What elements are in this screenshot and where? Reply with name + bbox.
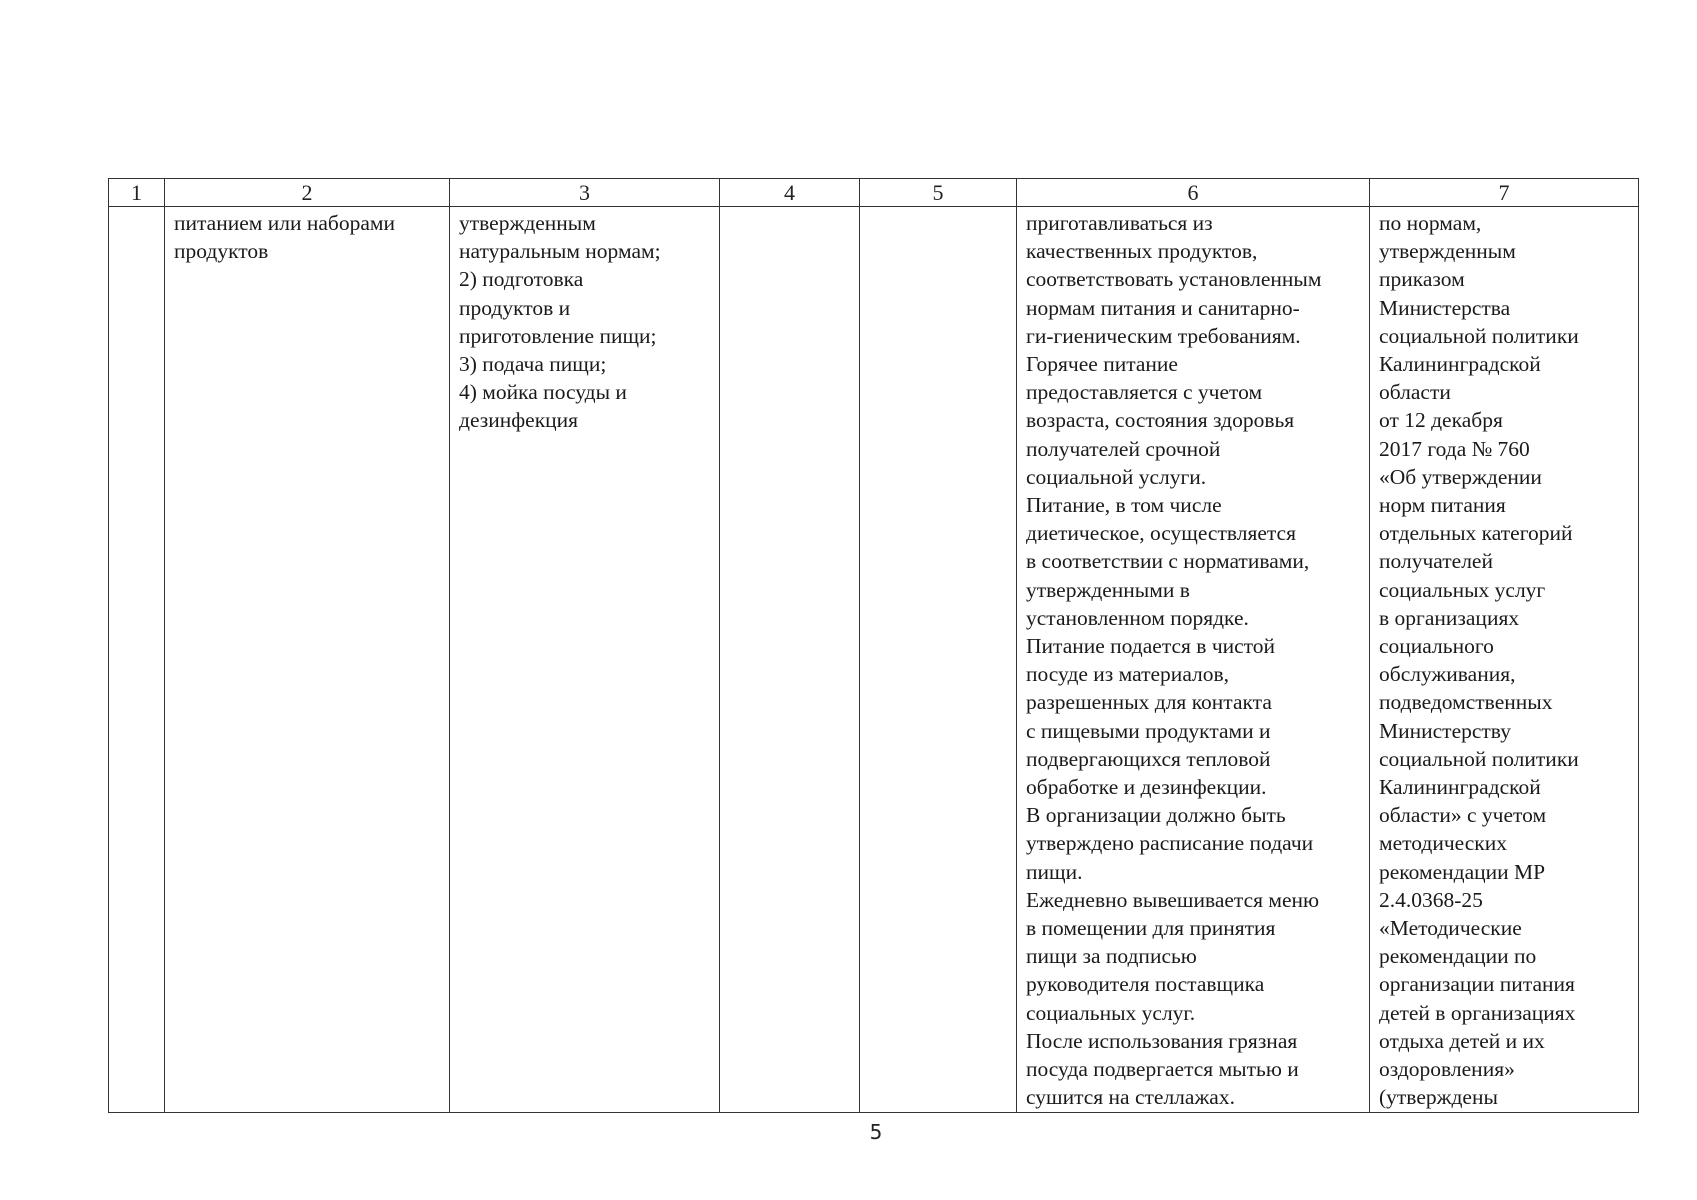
cell-text-line: получателей срочной <box>1026 436 1221 461</box>
cell-text-line: обработке и дезинфекции. <box>1026 775 1267 800</box>
cell-text-line: норм питания <box>1379 493 1506 518</box>
page-number: 5 <box>869 1120 883 1144</box>
cell-text-line: утвержденными в <box>1026 577 1190 602</box>
cell-text-line: продуктов <box>174 239 269 264</box>
cell-text-line: Министерства <box>1379 295 1511 320</box>
cell-text-line: от 12 декабря <box>1379 408 1503 433</box>
cell-text-line: отдельных категорий <box>1379 521 1573 546</box>
cell-text-line: ги-гиеническим требованиям. <box>1026 323 1301 348</box>
cell-text-line: установленном порядке. <box>1026 605 1249 630</box>
cell-text-line: рекомендации МР <box>1379 859 1546 884</box>
cell-text-line: продуктов и <box>459 295 571 320</box>
cell-text-line: подвергающихся тепловой <box>1026 746 1271 771</box>
column-header-7: 7 <box>1370 179 1639 207</box>
cell-text-line: приказом <box>1379 267 1465 292</box>
cell-text-line: дезинфекция <box>459 408 579 433</box>
cell-text-line: 2.4.0368-25 <box>1379 887 1483 912</box>
cell-text-line: в помещении для принятия <box>1026 916 1276 941</box>
cell-text-line: пищи за подписью <box>1026 944 1197 969</box>
cell-text-line: Питание подается в чистой <box>1026 634 1276 659</box>
cell-text-line: области» с учетом <box>1379 803 1547 828</box>
cell-text-line: с пищевыми продуктами и <box>1026 718 1271 743</box>
cell-text-line: предоставляется с учетом <box>1026 380 1263 405</box>
cell-text-line: утвержденным <box>1379 239 1516 264</box>
cell-text-line: питанием или наборами <box>174 211 396 235</box>
cell-text-line: утверждено расписание подачи <box>1026 831 1314 856</box>
cell-text-line: в соответствии с нормативами, <box>1026 549 1310 574</box>
cell-text-line: организации питания <box>1379 972 1575 997</box>
cell-text-line: В организации должно быть <box>1026 803 1286 828</box>
cell-column-4 <box>720 207 860 1113</box>
cell-text-line: 3) подача пищи; <box>459 352 607 377</box>
column-header-3: 3 <box>450 179 720 207</box>
column-header-4: 4 <box>720 179 860 207</box>
cell-text-line: обслуживания, <box>1379 662 1516 687</box>
column-header-5: 5 <box>860 179 1017 207</box>
cell-text-line: отдыха детей и их <box>1379 1028 1545 1053</box>
cell-service-content <box>450 207 720 1113</box>
column-header-6: 6 <box>1017 179 1370 207</box>
cell-text-line: Калининградской <box>1379 775 1541 800</box>
cell-column-5 <box>860 207 1017 1113</box>
cell-text-line: методических <box>1379 831 1507 856</box>
cell-text-line: Министерству <box>1379 718 1511 743</box>
table-row <box>109 207 1639 1113</box>
column-header-2: 2 <box>165 179 450 207</box>
cell-text-line: качественных продуктов, <box>1026 239 1258 264</box>
cell-text-line: диетическое, осуществляется <box>1026 521 1296 546</box>
cell-text-line: (утверждены <box>1379 1085 1498 1110</box>
cell-quality-requirements <box>1017 207 1370 1113</box>
cell-text-line: области <box>1379 380 1451 405</box>
cell-text-line: Ежедневно вывешивается меню <box>1026 887 1320 912</box>
cell-text-line: социальной политики <box>1379 746 1579 771</box>
cell-text-line: 2017 года № 760 <box>1379 436 1530 461</box>
cell-text-line: в организациях <box>1379 605 1520 630</box>
cell-text-line: социальных услуг. <box>1026 1000 1196 1025</box>
cell-text-line: социальных услуг <box>1379 577 1546 602</box>
cell-text-line: посуда подвергается мытью и <box>1026 1057 1299 1082</box>
cell-text-line: пищи. <box>1026 859 1083 884</box>
cell-text-line: соответствовать установленным <box>1026 267 1322 292</box>
cell-text-line: приготавливаться из <box>1026 211 1213 235</box>
cell-number <box>109 207 165 1113</box>
cell-text-line: возраста, состояния здоровья <box>1026 408 1295 433</box>
cell-regulation <box>1370 207 1639 1113</box>
cell-text-line: сушится на стеллажах. <box>1026 1085 1235 1110</box>
cell-text-line: оздоровления» <box>1379 1057 1515 1082</box>
cell-text-line: 4) мойка посуды и <box>459 380 627 405</box>
cell-text-line: рекомендации по <box>1379 944 1537 969</box>
header-row <box>109 179 1639 207</box>
cell-text-line: 2) подготовка <box>459 267 584 292</box>
cell-text-line: получателей <box>1379 549 1493 574</box>
column-header-1: 1 <box>109 179 165 207</box>
cell-text-line: разрешенных для контакта <box>1026 690 1272 715</box>
cell-text-line: «Об утверждении <box>1379 464 1542 489</box>
cell-text-line: натуральным нормам; <box>459 239 661 264</box>
cell-text-line: социального <box>1379 634 1494 659</box>
cell-text-line: После использования грязная <box>1026 1028 1298 1053</box>
cell-text-line: руководителя поставщика <box>1026 972 1265 997</box>
cell-text-line: по нормам, <box>1379 211 1482 235</box>
cell-text-line: утвержденным <box>459 211 596 235</box>
cell-text-line: Питание, в том числе <box>1026 493 1222 518</box>
cell-text-line: социальной услуги. <box>1026 464 1207 489</box>
cell-text-line: нормам питания и санитарно- <box>1026 295 1300 320</box>
cell-text-line: социальной политики <box>1379 323 1579 348</box>
cell-text-line: Горячее питание <box>1026 352 1178 377</box>
cell-text-line: подведомственных <box>1379 690 1553 715</box>
cell-service-name <box>165 207 450 1113</box>
cell-text-line: посуде из материалов, <box>1026 662 1230 687</box>
services-table <box>108 178 1639 1113</box>
cell-text-line: Калининградской <box>1379 352 1541 377</box>
cell-text-line: детей в организациях <box>1379 1000 1576 1025</box>
cell-text-line: «Методические <box>1379 916 1522 941</box>
cell-text-line: приготовление пищи; <box>459 323 657 348</box>
